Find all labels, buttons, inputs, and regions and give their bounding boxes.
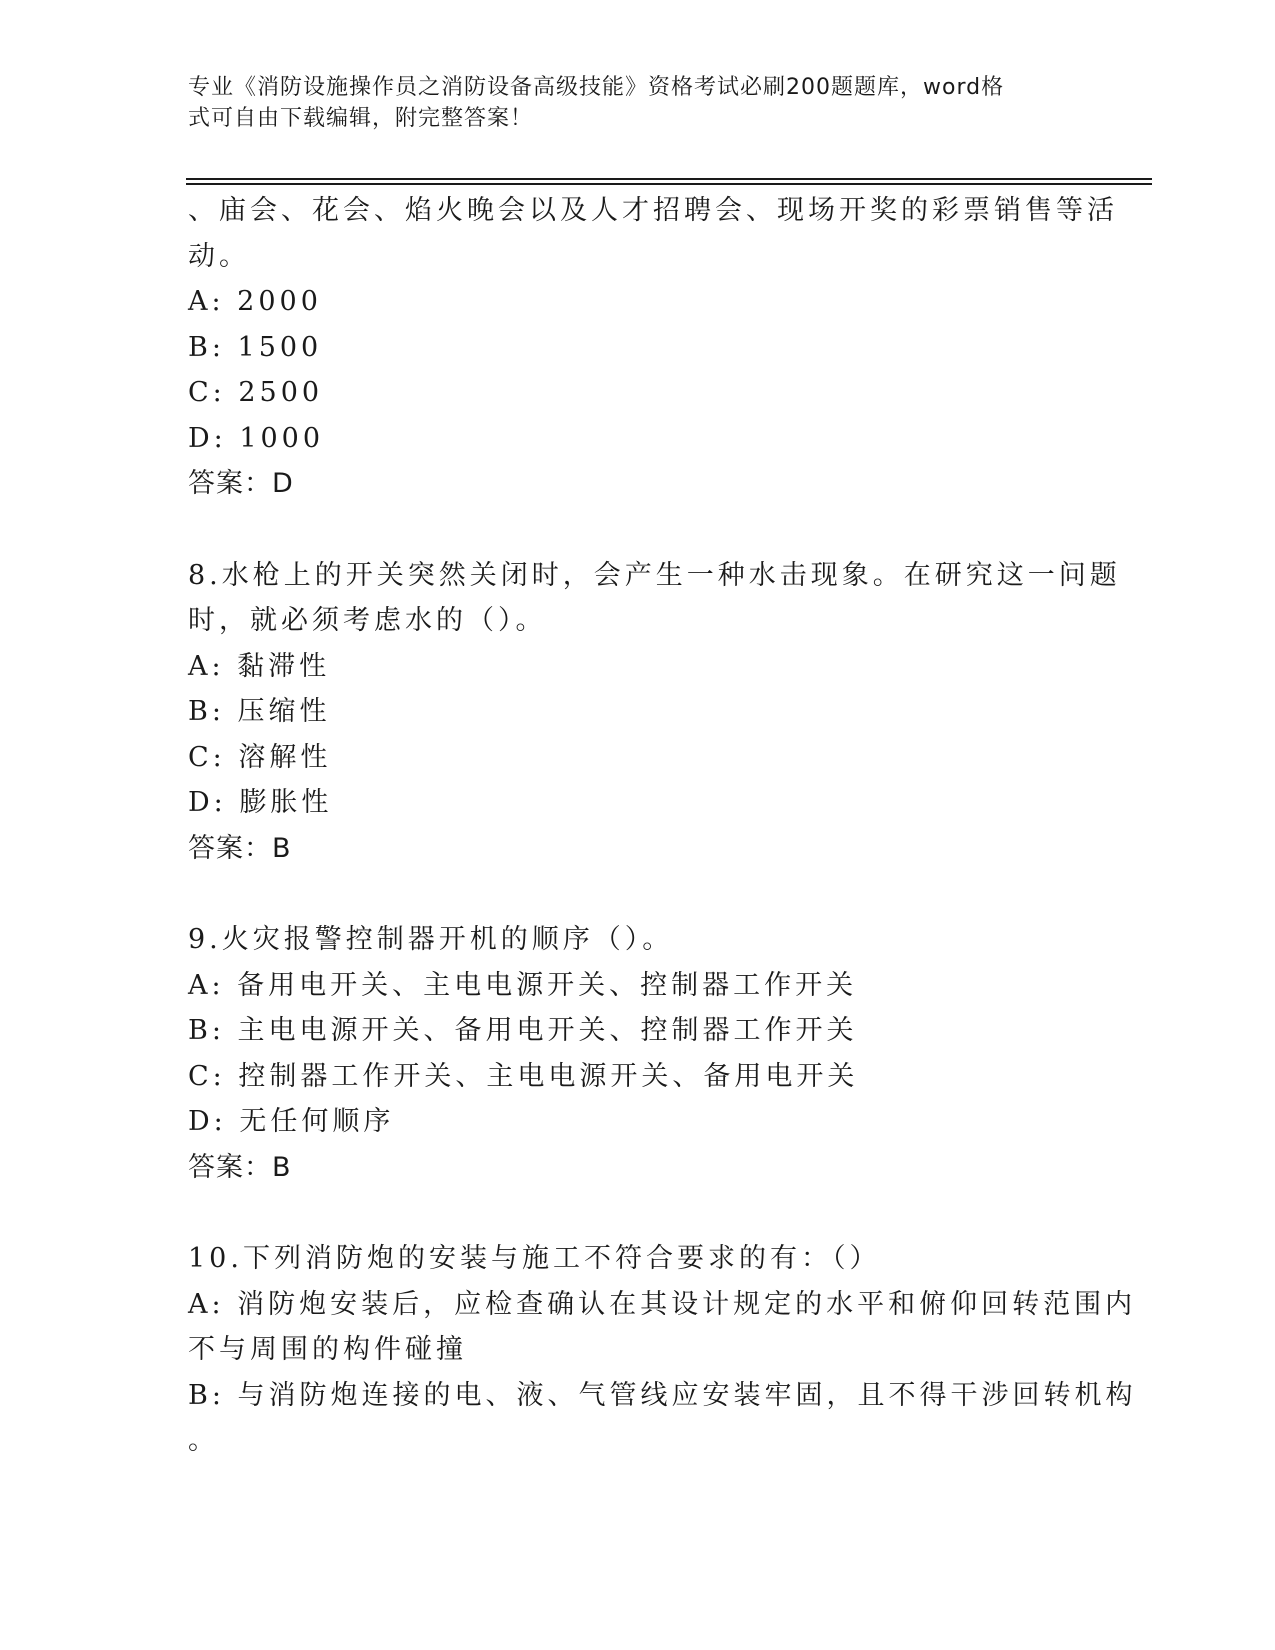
option-d: D: 无任何顺序 <box>188 1106 395 1137</box>
header-line-2: 式可自由下载编辑，附完整答案！ <box>188 106 534 131</box>
option-c: C: 溶解性 <box>188 741 332 773</box>
option-c: C: 2500 <box>188 377 324 408</box>
option-b: B: 与消防炮连接的电、液、气管线应安装牢固，且不得干涉回转机构 <box>188 1379 1137 1411</box>
option-d: D: 1000 <box>188 422 325 454</box>
option-c: C: 控制器工作开关、主电电源开关、备用电开关 <box>188 1060 859 1092</box>
question-7 <box>188 188 1118 507</box>
header-rule-top <box>186 178 1152 180</box>
question-text: 时，就必须考虑水的（）。 <box>188 605 547 636</box>
answer: 答案：D <box>188 468 294 499</box>
document-header <box>188 72 1068 134</box>
answer: 答案：B <box>188 1151 292 1183</box>
option-b: B: 主电电源开关、备用电开关、控制器工作开关 <box>188 1015 858 1046</box>
question-text: 动。 <box>188 240 250 272</box>
question-8 <box>188 553 1121 872</box>
option-a: A: 2000 <box>188 286 322 317</box>
option-b: B: 压缩性 <box>188 696 331 727</box>
option-b: B: 1500 <box>188 331 323 363</box>
option-b-continued: 。 <box>188 1425 219 1456</box>
option-a: A: 备用电开关、主电电源开关、控制器工作开关 <box>188 969 858 1001</box>
question-text: 9.火灾报警控制器开机的顺序（）。 <box>188 924 674 955</box>
question-text: 10.下列消防炮的安装与施工不符合要求的有：（） <box>188 1243 881 1274</box>
option-a-continued: 不与周围的构件碰撞 <box>188 1334 467 1365</box>
option-a: A: 消防炮安装后，应检查确认在其设计规定的水平和俯仰回转范围内 <box>188 1288 1137 1320</box>
header-line-1: 专业《消防设施操作员之消防设备高级技能》资格考试必刷200题题库，word格 <box>188 75 1005 100</box>
question-text: 8.水枪上的开关突然关闭时，会产生一种水击现象。在研究这一问题 <box>188 559 1121 591</box>
question-list <box>188 188 1137 1464</box>
question-10 <box>188 1236 1137 1464</box>
question-9 <box>188 917 1088 1190</box>
answer: 答案：B <box>188 832 292 864</box>
header-rule-bottom <box>186 183 1152 185</box>
option-d: D: 膨胀性 <box>188 787 333 818</box>
question-text: 、庙会、花会、焰火晚会以及人才招聘会、现场开奖的彩票销售等活 <box>188 195 1118 226</box>
option-a: A: 黏滞性 <box>188 650 331 682</box>
